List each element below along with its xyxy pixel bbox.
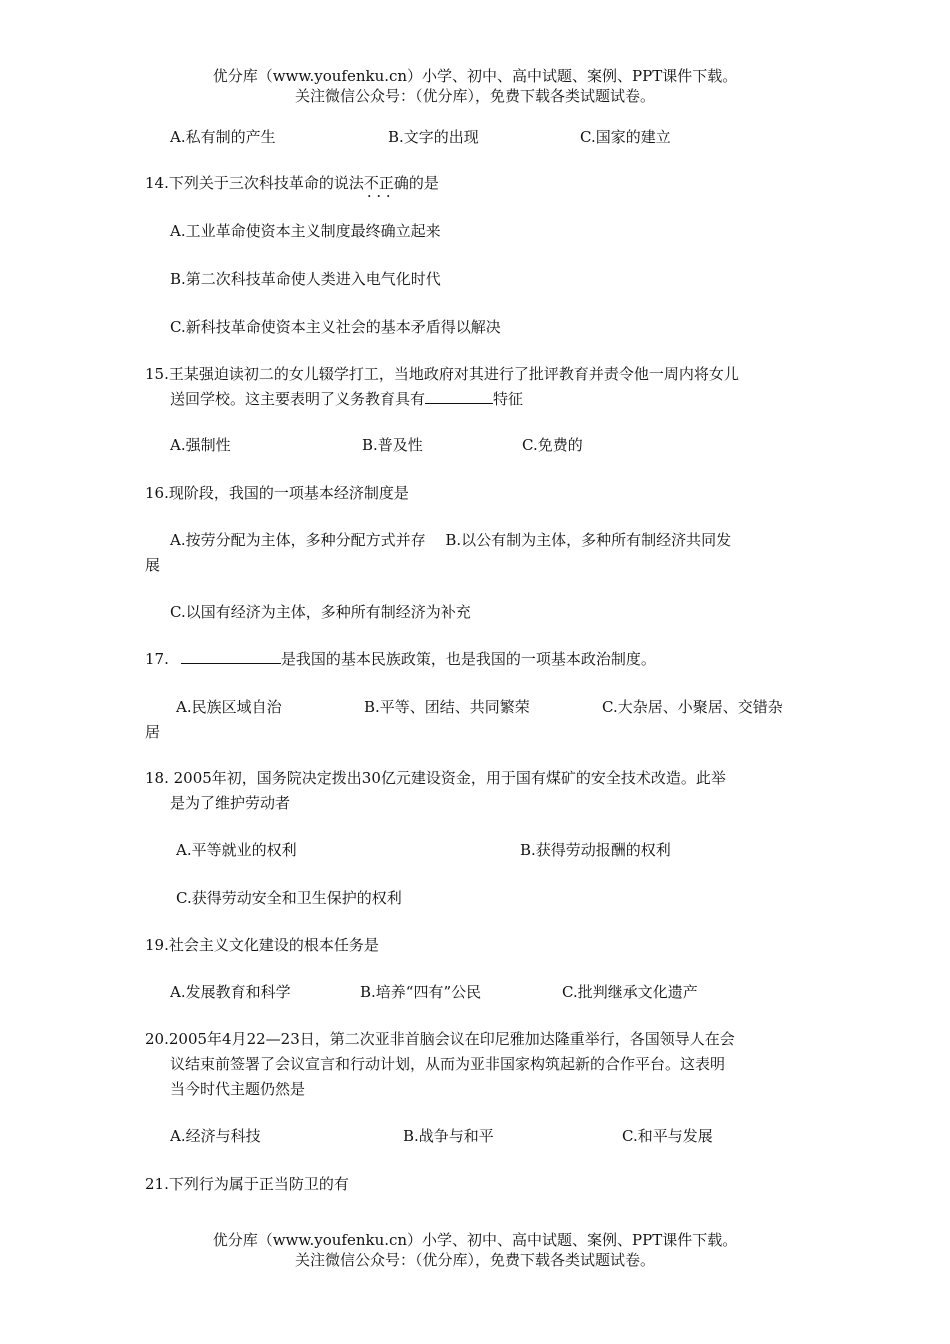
q17-stem — [145, 648, 656, 670]
footer-line-1: 优分库（www.youfenku.cn）小学、初中、高中试题、案例、PPT课件下载。 — [212, 1231, 738, 1249]
q13-option-a: A.私有制的产生 — [170, 128, 276, 146]
q16-options-ab: A.按劳分配为主体，多种分配方式并存 B.以公有制为主体，多种所有制经济共同发 — [170, 531, 732, 549]
q21-stem: 21.下列行为属于正当防卫的有 — [145, 1175, 349, 1193]
q20-option-b: B.战争与和平 — [403, 1127, 494, 1145]
q15-option-a: A.强制性 — [170, 436, 231, 454]
header-line-2: 关注微信公众号：（优分库），免费下载各类试题试卷。 — [294, 87, 655, 105]
q20-stem-line-1: 20.2005年4月22—23日，第二次亚非首脑会议在印尼雅加达隆重举行，各国领导人在会 — [145, 1030, 735, 1048]
q15-option-b: B.普及性 — [362, 436, 423, 454]
answer-blank — [181, 649, 281, 664]
q13-option-b: B.文字的出现 — [388, 128, 479, 146]
q16-option-c: C.以国有经济为主体，多种所有制经济为补充 — [170, 603, 471, 621]
q14-stem — [145, 172, 439, 194]
q19-option-a: A.发展教育和科学 — [170, 983, 291, 1001]
q15-stem-line-2b: 特征 — [493, 390, 524, 408]
q17-option-a: A.民族区域自治 — [176, 698, 282, 716]
header-line-1: 优分库（www.youfenku.cn）小学、初中、高中试题、案例、PPT课件下载。 — [212, 67, 738, 85]
q19-stem: 19.社会主义文化建设的根本任务是 — [145, 936, 379, 954]
q14-emphasis: 不正确 · · · — [364, 172, 409, 194]
q17-option-b: B.平等、团结、共同繁荣 — [364, 698, 530, 716]
q15-stem-line-2 — [170, 388, 523, 410]
q19-option-c: C.批判继承文化遗产 — [562, 983, 698, 1001]
q16-options-ab-continued: 展 — [145, 556, 161, 574]
answer-blank — [425, 389, 493, 404]
q20-option-a: A.经济与科技 — [170, 1127, 261, 1145]
q13-option-c: C.国家的建立 — [580, 128, 671, 146]
q18-stem-line-2: 是为了维护劳动者 — [170, 794, 291, 812]
q18-stem-line-1: 18. 2005年初，国务院决定拨出30亿元建设资金，用于国有煤矿的安全技术改造。此举 — [145, 769, 726, 787]
q16-stem: 16.现阶段，我国的一项基本经济制度是 — [145, 484, 409, 502]
q15-stem-line-2a: 送回学校。这主要表明了义务教育具有 — [170, 390, 426, 408]
q14-option-a: A.工业革命使资本主义制度最终确立起来 — [170, 222, 441, 240]
q18-option-a: A.平等就业的权利 — [176, 841, 297, 859]
q17-option-c-continued: 居 — [145, 723, 161, 741]
q18-option-c: C.获得劳动安全和卫生保护的权利 — [176, 889, 402, 907]
q20-stem-line-3: 当今时代主题仍然是 — [170, 1080, 306, 1098]
q17-stem-text: 是我国的基本民族政策，也是我国的一项基本政治制度。 — [280, 650, 656, 668]
q14-option-b: B.第二次科技革命使人类进入电气化时代 — [170, 270, 441, 288]
footer-line-2: 关注微信公众号：（优分库），免费下载各类试题试卷。 — [294, 1251, 655, 1269]
q14-stem-suffix: 的是 — [408, 174, 439, 192]
q20-stem-line-2: 议结束前签署了会议宣言和行动计划，从而为亚非国家构筑起新的合作平台。这表明 — [170, 1055, 726, 1073]
q17-number: 17. — [145, 650, 169, 668]
q19-option-b: B.培养“四有”公民 — [360, 983, 482, 1001]
q18-option-b: B.获得劳动报酬的权利 — [520, 841, 671, 859]
q14-option-c: C.新科技革命使资本主义社会的基本矛盾得以解决 — [170, 318, 501, 336]
q14-stem-prefix: 14.下列关于三次科技革命的说法 — [145, 174, 364, 192]
page-footer — [0, 1230, 950, 1270]
page-header — [0, 66, 950, 106]
q17-option-c: C.大杂居、小聚居、交错杂 — [602, 698, 783, 716]
q20-option-c: C.和平与发展 — [622, 1127, 713, 1145]
q15-option-c: C.免费的 — [522, 436, 583, 454]
q15-stem-line-1: 15.王某强迫读初二的女儿辍学打工，当地政府对其进行了批评教育并责令他一周内将女儿 — [145, 365, 739, 383]
